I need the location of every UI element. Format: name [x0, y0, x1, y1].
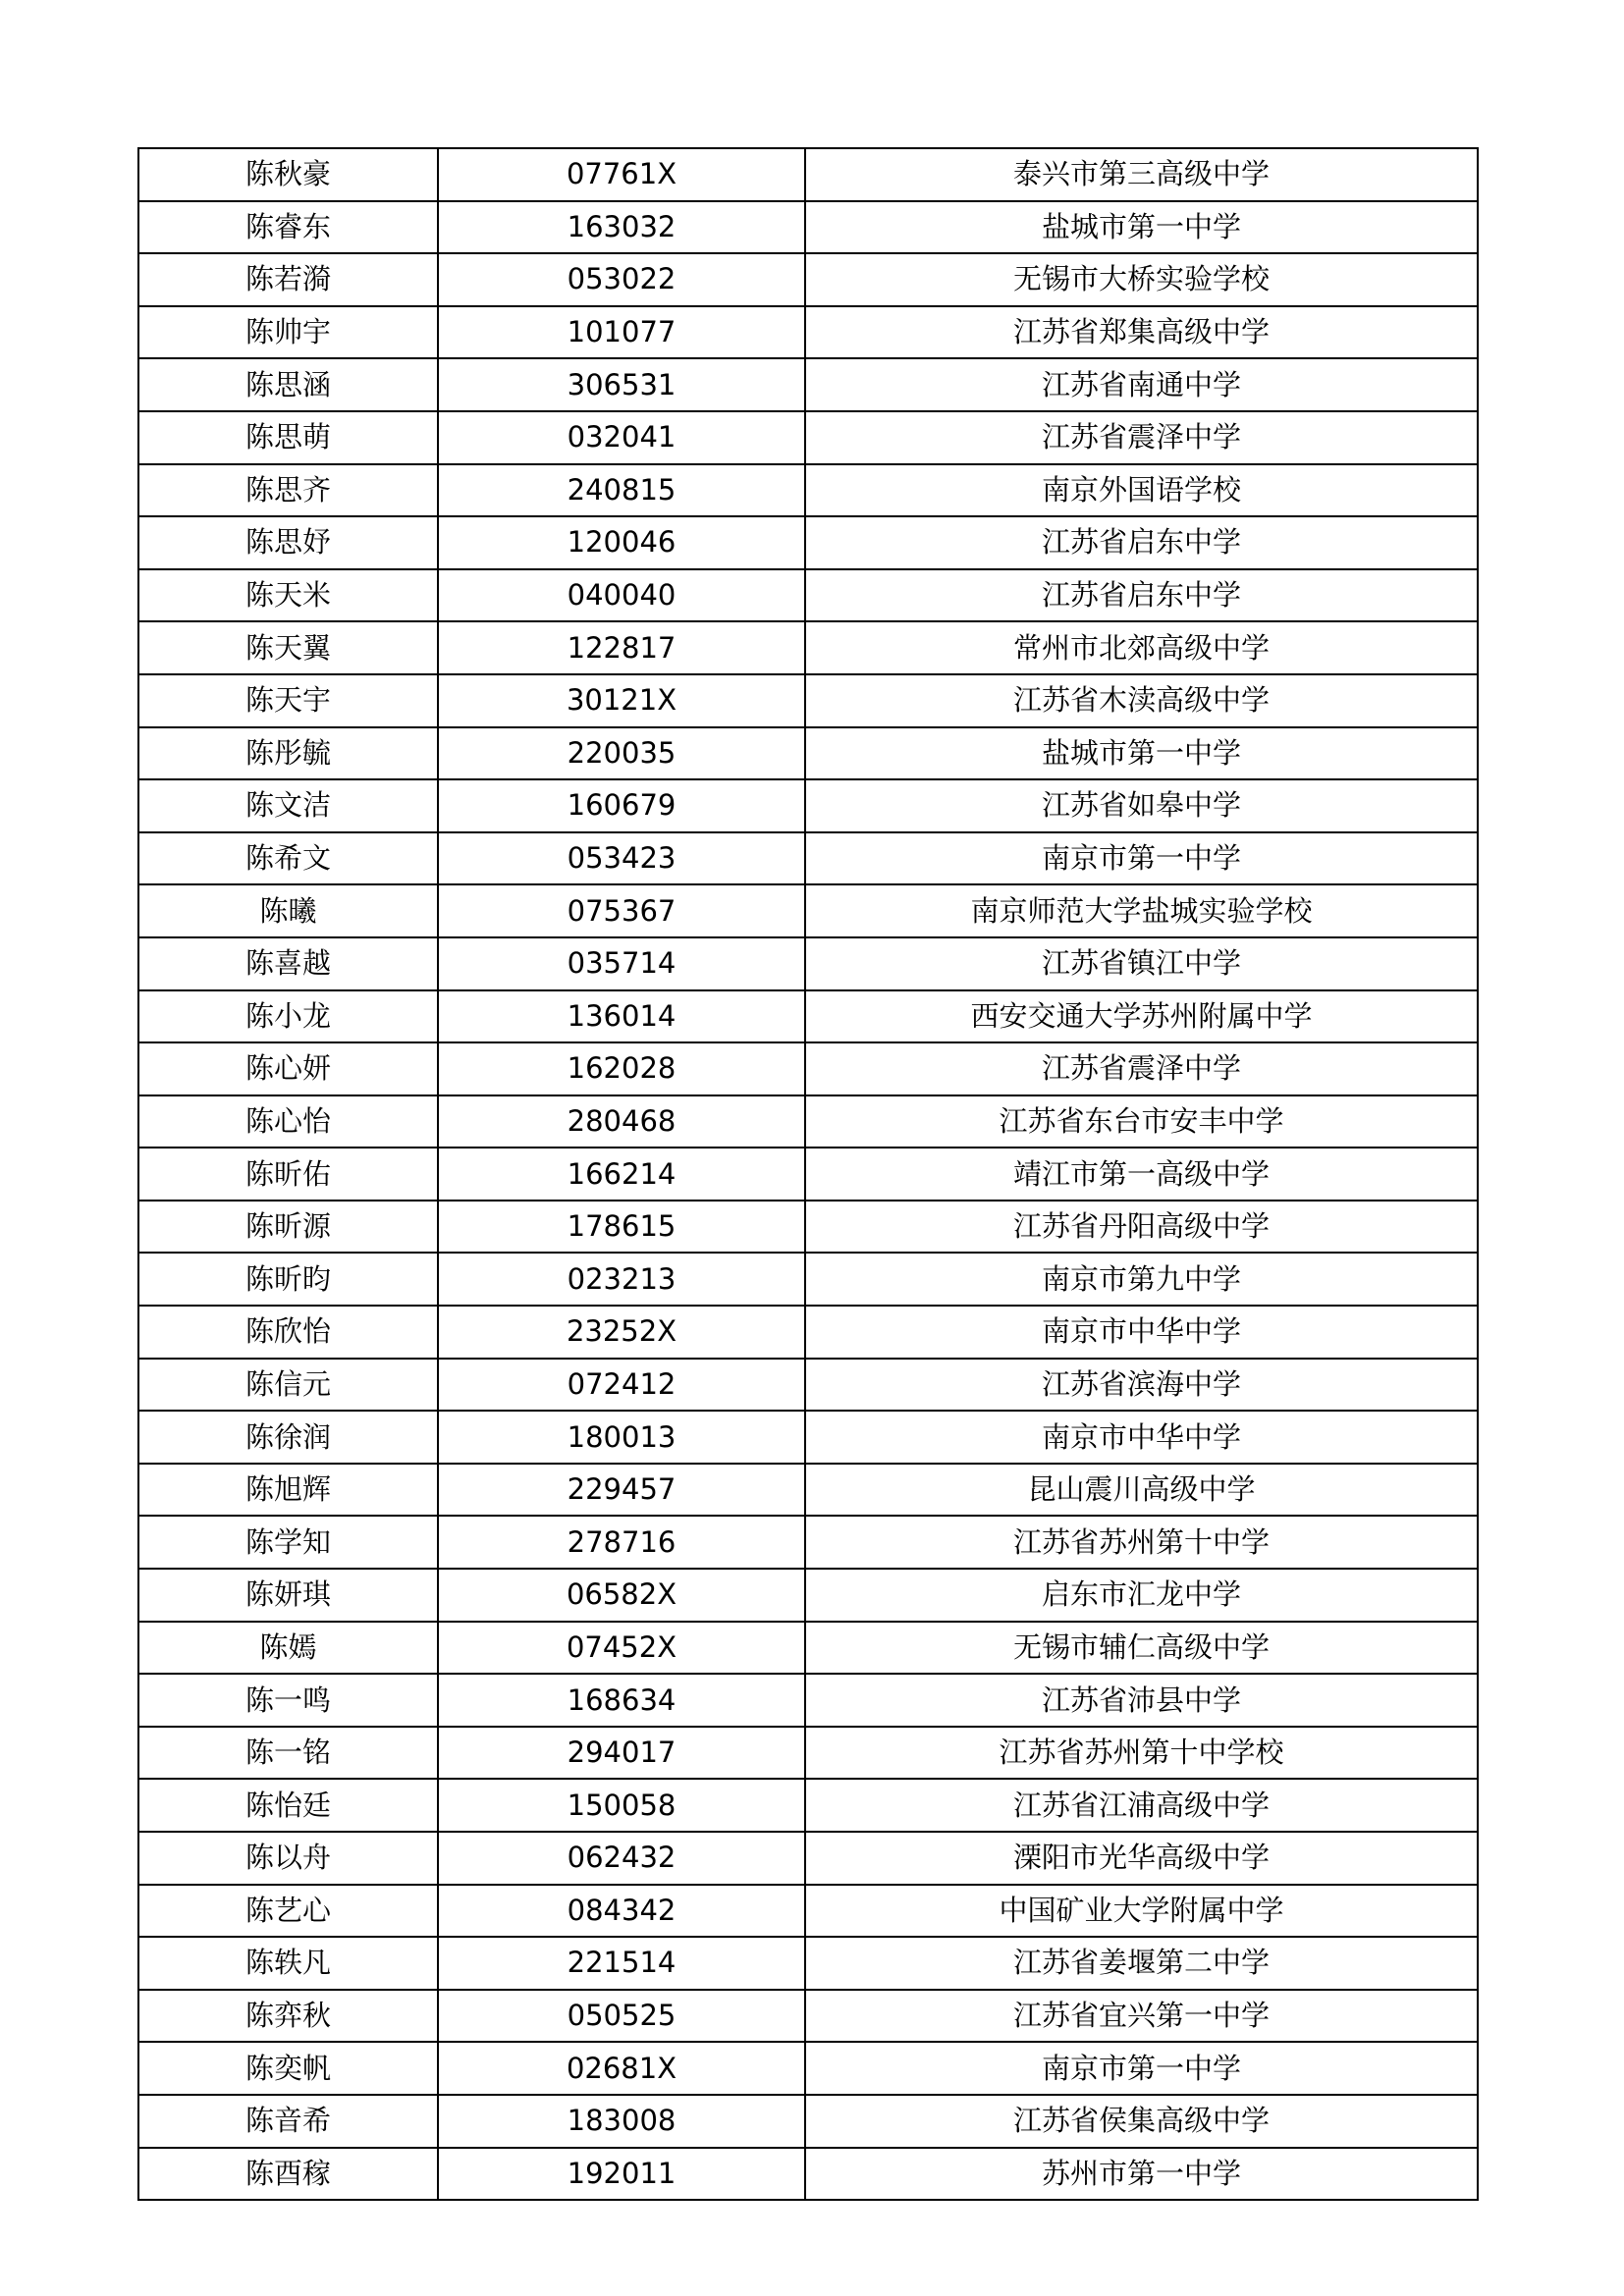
- school-cell: 江苏省东台市安丰中学: [805, 1095, 1478, 1148]
- school-cell: 江苏省滨海中学: [805, 1359, 1478, 1412]
- school-cell: 江苏省苏州第十中学: [805, 1516, 1478, 1569]
- student-name-cell: 陈心妍: [138, 1042, 438, 1095]
- table-row: [138, 990, 1478, 1043]
- student-id-cell: 072412: [438, 1359, 805, 1412]
- school-cell: 盐城市第一中学: [805, 201, 1478, 254]
- student-id-cell: 07452X: [438, 1622, 805, 1675]
- table-row: [138, 358, 1478, 411]
- table-row: [138, 1359, 1478, 1412]
- student-id-cell: 122817: [438, 621, 805, 674]
- school-cell: 溧阳市光华高级中学: [805, 1832, 1478, 1885]
- table-row: [138, 2095, 1478, 2148]
- student-name-cell: 陈天翼: [138, 621, 438, 674]
- student-name-cell: 陈思齐: [138, 464, 438, 517]
- table-row: [138, 411, 1478, 464]
- school-cell: 江苏省郑集高级中学: [805, 306, 1478, 359]
- roster-body: [138, 148, 1478, 2200]
- student-name-cell: 陈一鸣: [138, 1674, 438, 1727]
- student-name-cell: 陈天宇: [138, 674, 438, 727]
- school-cell: 南京师范大学盐城实验学校: [805, 884, 1478, 937]
- school-cell: 江苏省江浦高级中学: [805, 1779, 1478, 1832]
- table-row: [138, 1095, 1478, 1148]
- student-name-cell: 陈昕佑: [138, 1148, 438, 1201]
- student-id-cell: 183008: [438, 2095, 805, 2148]
- student-name-cell: 陈秋豪: [138, 148, 438, 201]
- student-name-cell: 陈若漪: [138, 253, 438, 306]
- student-name-cell: 陈以舟: [138, 1832, 438, 1885]
- school-cell: 江苏省木渎高级中学: [805, 674, 1478, 727]
- student-id-cell: 23252X: [438, 1306, 805, 1359]
- student-name-cell: 陈妍琪: [138, 1569, 438, 1622]
- student-id-cell: 136014: [438, 990, 805, 1043]
- student-name-cell: 陈欣怡: [138, 1306, 438, 1359]
- school-cell: 江苏省宜兴第一中学: [805, 1990, 1478, 2043]
- school-cell: 南京市中华中学: [805, 1411, 1478, 1464]
- table-row: [138, 1306, 1478, 1359]
- student-id-cell: 163032: [438, 201, 805, 254]
- table-row: [138, 1674, 1478, 1727]
- student-id-cell: 280468: [438, 1095, 805, 1148]
- student-name-cell: 陈帅宇: [138, 306, 438, 359]
- school-cell: 江苏省丹阳高级中学: [805, 1201, 1478, 1254]
- school-cell: 南京外国语学校: [805, 464, 1478, 517]
- student-id-cell: 050525: [438, 1990, 805, 2043]
- student-id-cell: 192011: [438, 2148, 805, 2201]
- table-row: [138, 727, 1478, 780]
- table-row: [138, 884, 1478, 937]
- school-cell: 无锡市辅仁高级中学: [805, 1622, 1478, 1675]
- student-id-cell: 035714: [438, 937, 805, 990]
- student-name-cell: 陈昕昀: [138, 1253, 438, 1306]
- student-name-cell: 陈信元: [138, 1359, 438, 1412]
- table-row: [138, 1990, 1478, 2043]
- student-name-cell: 陈曦: [138, 884, 438, 937]
- school-cell: 江苏省南通中学: [805, 358, 1478, 411]
- student-name-cell: 陈昕源: [138, 1201, 438, 1254]
- school-cell: 江苏省震泽中学: [805, 411, 1478, 464]
- table-row: [138, 1727, 1478, 1780]
- student-name-cell: 陈艺心: [138, 1885, 438, 1938]
- student-name-cell: 陈天米: [138, 569, 438, 622]
- student-id-cell: 053022: [438, 253, 805, 306]
- school-cell: 常州市北郊高级中学: [805, 621, 1478, 674]
- school-cell: 启东市汇龙中学: [805, 1569, 1478, 1622]
- student-id-cell: 306531: [438, 358, 805, 411]
- school-cell: 泰兴市第三高级中学: [805, 148, 1478, 201]
- student-id-cell: 062432: [438, 1832, 805, 1885]
- school-cell: 无锡市大桥实验学校: [805, 253, 1478, 306]
- student-id-cell: 120046: [438, 516, 805, 569]
- school-cell: 江苏省沛县中学: [805, 1674, 1478, 1727]
- student-name-cell: 陈一铭: [138, 1727, 438, 1780]
- student-name-cell: 陈音希: [138, 2095, 438, 2148]
- student-name-cell: 陈思妤: [138, 516, 438, 569]
- table-row: [138, 1832, 1478, 1885]
- table-row: [138, 621, 1478, 674]
- school-cell: 江苏省震泽中学: [805, 1042, 1478, 1095]
- table-row: [138, 1937, 1478, 1990]
- school-cell: 江苏省启东中学: [805, 516, 1478, 569]
- student-id-cell: 220035: [438, 727, 805, 780]
- student-id-cell: 040040: [438, 569, 805, 622]
- table-row: [138, 2148, 1478, 2201]
- table-row: [138, 1042, 1478, 1095]
- student-id-cell: 180013: [438, 1411, 805, 1464]
- school-cell: 南京市第一中学: [805, 2042, 1478, 2095]
- student-id-cell: 166214: [438, 1148, 805, 1201]
- table-row: [138, 937, 1478, 990]
- table-row: [138, 516, 1478, 569]
- school-cell: 西安交通大学苏州附属中学: [805, 990, 1478, 1043]
- student-name-cell: 陈彤毓: [138, 727, 438, 780]
- table-row: [138, 2042, 1478, 2095]
- student-name-cell: 陈思萌: [138, 411, 438, 464]
- school-cell: 南京市第九中学: [805, 1253, 1478, 1306]
- table-row: [138, 1201, 1478, 1254]
- table-row: [138, 253, 1478, 306]
- student-name-cell: 陈思涵: [138, 358, 438, 411]
- school-cell: 江苏省如皋中学: [805, 779, 1478, 832]
- student-id-cell: 02681X: [438, 2042, 805, 2095]
- student-name-cell: 陈旭辉: [138, 1464, 438, 1517]
- student-name-cell: 陈轶凡: [138, 1937, 438, 1990]
- student-name-cell: 陈学知: [138, 1516, 438, 1569]
- student-id-cell: 160679: [438, 779, 805, 832]
- student-name-cell: 陈弈秋: [138, 1990, 438, 2043]
- table-row: [138, 306, 1478, 359]
- table-row: [138, 674, 1478, 727]
- school-cell: 靖江市第一高级中学: [805, 1148, 1478, 1201]
- student-name-cell: 陈徐润: [138, 1411, 438, 1464]
- table-row: [138, 464, 1478, 517]
- table-row: [138, 1516, 1478, 1569]
- table-row: [138, 832, 1478, 885]
- student-name-cell: 陈希文: [138, 832, 438, 885]
- student-name-cell: 陈怡廷: [138, 1779, 438, 1832]
- table-row: [138, 1622, 1478, 1675]
- student-id-cell: 229457: [438, 1464, 805, 1517]
- student-id-cell: 07761X: [438, 148, 805, 201]
- school-cell: 江苏省苏州第十中学校: [805, 1727, 1478, 1780]
- student-name-cell: 陈嫣: [138, 1622, 438, 1675]
- student-id-cell: 278716: [438, 1516, 805, 1569]
- school-cell: 江苏省侯集高级中学: [805, 2095, 1478, 2148]
- student-id-cell: 30121X: [438, 674, 805, 727]
- student-id-cell: 032041: [438, 411, 805, 464]
- student-name-cell: 陈奕帆: [138, 2042, 438, 2095]
- student-id-cell: 053423: [438, 832, 805, 885]
- student-id-cell: 023213: [438, 1253, 805, 1306]
- table-row: [138, 1464, 1478, 1517]
- student-name-cell: 陈酉稼: [138, 2148, 438, 2201]
- table-row: [138, 201, 1478, 254]
- school-cell: 江苏省姜堰第二中学: [805, 1937, 1478, 1990]
- table-row: [138, 1253, 1478, 1306]
- student-name-cell: 陈文洁: [138, 779, 438, 832]
- school-cell: 中国矿业大学附属中学: [805, 1885, 1478, 1938]
- student-id-cell: 168634: [438, 1674, 805, 1727]
- school-cell: 江苏省镇江中学: [805, 937, 1478, 990]
- school-cell: 江苏省启东中学: [805, 569, 1478, 622]
- roster-table: [137, 147, 1479, 2201]
- student-id-cell: 240815: [438, 464, 805, 517]
- table-row: [138, 1411, 1478, 1464]
- student-id-cell: 150058: [438, 1779, 805, 1832]
- school-cell: 南京市中华中学: [805, 1306, 1478, 1359]
- student-name-cell: 陈心怡: [138, 1095, 438, 1148]
- student-name-cell: 陈小龙: [138, 990, 438, 1043]
- student-id-cell: 084342: [438, 1885, 805, 1938]
- table-row: [138, 779, 1478, 832]
- table-row: [138, 148, 1478, 201]
- table-row: [138, 569, 1478, 622]
- student-id-cell: 06582X: [438, 1569, 805, 1622]
- school-cell: 南京市第一中学: [805, 832, 1478, 885]
- student-id-cell: 162028: [438, 1042, 805, 1095]
- student-id-cell: 178615: [438, 1201, 805, 1254]
- table-row: [138, 1569, 1478, 1622]
- school-cell: 盐城市第一中学: [805, 727, 1478, 780]
- student-name-cell: 陈睿东: [138, 201, 438, 254]
- student-id-cell: 221514: [438, 1937, 805, 1990]
- student-id-cell: 101077: [438, 306, 805, 359]
- student-id-cell: 075367: [438, 884, 805, 937]
- table-row: [138, 1148, 1478, 1201]
- table-row: [138, 1779, 1478, 1832]
- student-name-cell: 陈喜越: [138, 937, 438, 990]
- table-row: [138, 1885, 1478, 1938]
- school-cell: 苏州市第一中学: [805, 2148, 1478, 2201]
- school-cell: 昆山震川高级中学: [805, 1464, 1478, 1517]
- student-id-cell: 294017: [438, 1727, 805, 1780]
